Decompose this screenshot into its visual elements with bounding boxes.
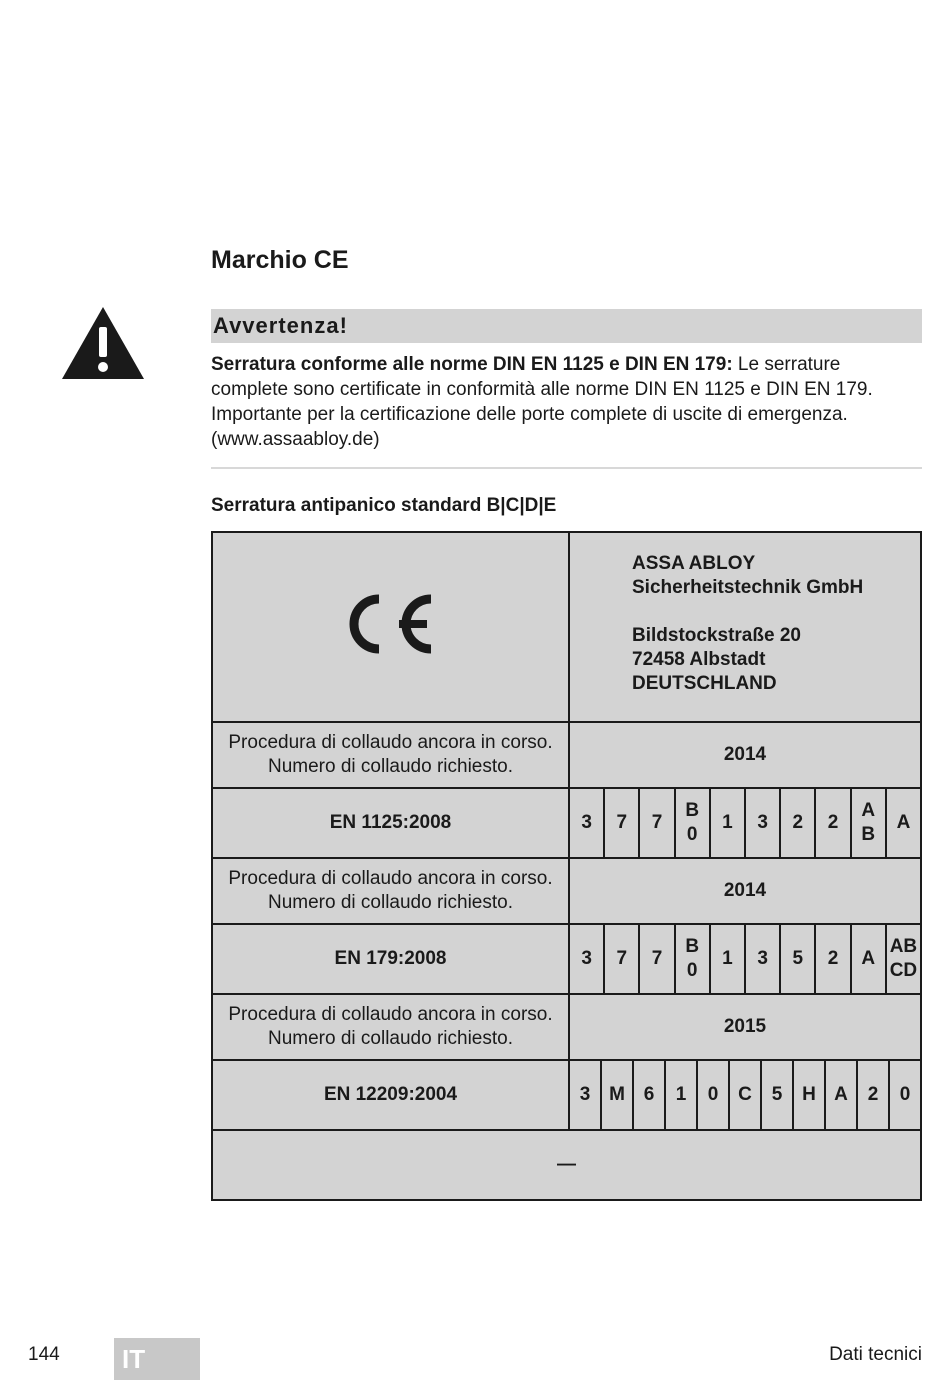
standard-name: EN 12209:2004: [212, 1060, 569, 1130]
manufacturer-line: ASSA ABLOY: [632, 553, 756, 574]
procedure-line: Numero di collaudo richiesto.: [267, 892, 513, 913]
procedure-row: [212, 858, 921, 924]
code-cell: H: [794, 1061, 826, 1129]
code-cell: A: [852, 925, 887, 993]
warning-text: [211, 352, 922, 452]
divider: [211, 467, 922, 469]
code-cell: A: [896, 812, 911, 833]
final-row: [212, 1130, 921, 1200]
procedure-row: [212, 994, 921, 1060]
code-cell: 0: [899, 1084, 911, 1105]
code-cell: B 0: [676, 789, 711, 857]
code-cell: 2: [816, 925, 851, 993]
procedure-line: Numero di collaudo richiesto.: [267, 756, 513, 777]
ce-mark-cell: [212, 532, 569, 722]
code-cells: [569, 1060, 921, 1130]
code-cell: C: [730, 1061, 762, 1129]
code-cell: 3: [570, 925, 605, 993]
page-number: 144: [28, 1344, 60, 1365]
code-cell: AB CD: [889, 936, 918, 981]
manufacturer-line: Bildstockstraße 20: [632, 625, 801, 646]
standard-row: [212, 1060, 921, 1130]
standard-row: [212, 788, 921, 858]
code-cell: 2: [816, 789, 851, 857]
code-cell: A: [826, 1061, 858, 1129]
header-row: [212, 532, 921, 722]
warning-triangle-icon: [60, 305, 146, 381]
procedure-row: [212, 722, 921, 788]
warning-body: Le serrature complete sono certificate in conformità alle norme DIN EN 1125 e DIN EN 179. Importante per la certificazione delle porte complete di uscite di emergenza. (www.assaabloy.de): [211, 354, 873, 450]
language-tab: IT: [114, 1338, 200, 1380]
table-caption: Serratura antipanico standard B|C|D|E: [211, 495, 557, 516]
section-name: Dati tecnici: [829, 1344, 922, 1365]
code-cell: 3: [746, 789, 781, 857]
procedure-line: Numero di collaudo richiesto.: [267, 1028, 513, 1049]
ce-mark-logo: [343, 589, 439, 659]
procedure-text: [212, 994, 569, 1060]
code-cell: 7: [640, 789, 675, 857]
code-cell: 7: [640, 925, 675, 993]
code-cell: A B: [852, 789, 887, 857]
section-title: Marchio CE: [211, 246, 349, 274]
code-cell: 7: [605, 789, 640, 857]
code-cell: 2: [858, 1061, 890, 1129]
code-cell: 1: [666, 1061, 698, 1129]
standard-row: [212, 924, 921, 994]
manufacturer-address: [569, 532, 921, 722]
code-cell: 0: [698, 1061, 730, 1129]
final-cell: —: [212, 1130, 921, 1200]
certification-table: [211, 531, 922, 1201]
procedure-text: [212, 722, 569, 788]
code-cell: 6: [634, 1061, 666, 1129]
code-cell: 3: [570, 1061, 602, 1129]
year-cell: 2015: [569, 994, 921, 1060]
code-cells: [569, 788, 921, 858]
code-cell: 5: [781, 925, 816, 993]
code-cell: M: [602, 1061, 634, 1129]
code-cell: 1: [711, 925, 746, 993]
standard-name: EN 1125:2008: [212, 788, 569, 858]
code-cell: 3: [746, 925, 781, 993]
code-cell: 3: [570, 789, 605, 857]
procedure-text: [212, 858, 569, 924]
code-list: [570, 789, 920, 857]
warning-heading: Avvertenza!: [211, 309, 922, 343]
address-spacer: [632, 600, 920, 624]
year-cell: 2014: [569, 858, 921, 924]
manufacturer-line: Sicherheitstechnik GmbH: [632, 577, 864, 598]
code-cell: 5: [762, 1061, 794, 1129]
code-cell: 2: [781, 789, 816, 857]
manufacturer-line: 72458 Albstadt: [632, 649, 766, 670]
code-cells: [569, 924, 921, 994]
standard-name: EN 179:2008: [212, 924, 569, 994]
procedure-line: Procedura di collaudo ancora in corso.: [228, 732, 553, 753]
manufacturer-line: DEUTSCHLAND: [632, 673, 777, 694]
code-cell: B 0: [676, 925, 711, 993]
code-cell: 7: [605, 925, 640, 993]
year-cell: 2014: [569, 722, 921, 788]
procedure-line: Procedura di collaudo ancora in corso.: [228, 1004, 553, 1025]
procedure-line: Procedura di collaudo ancora in corso.: [228, 868, 553, 889]
code-cell: 1: [711, 789, 746, 857]
code-list: [570, 1061, 920, 1129]
warning-bold-lead: Serratura conforme alle norme DIN EN 1125 e DIN EN 179:: [211, 354, 733, 375]
code-list: [570, 925, 920, 993]
